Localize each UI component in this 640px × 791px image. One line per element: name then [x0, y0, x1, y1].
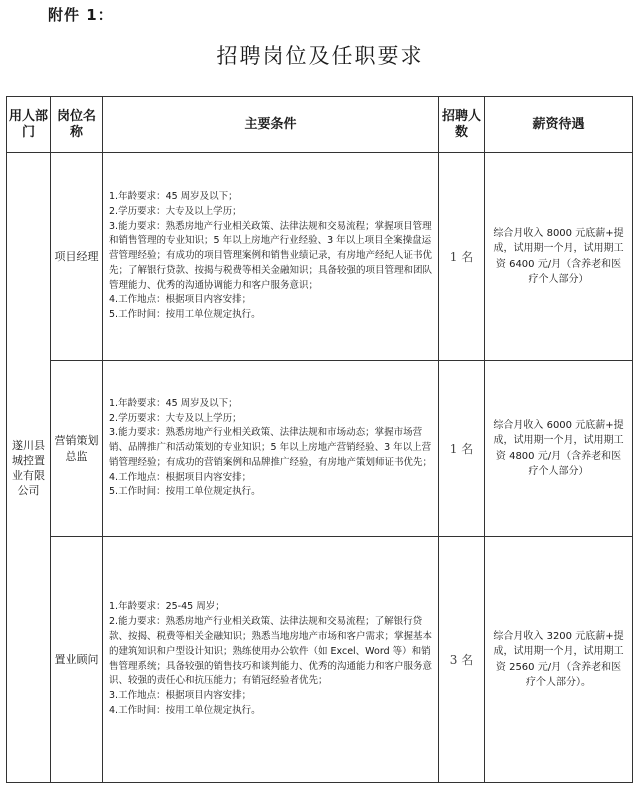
header-dept: 用人部门 — [7, 97, 51, 153]
table-row — [7, 361, 633, 537]
header-post: 岗位名称 — [51, 97, 103, 153]
requirement-line: 1.年龄要求：45 周岁及以下； — [109, 190, 238, 202]
count-cell: 3 名 — [439, 537, 485, 783]
header-requirements: 主要条件 — [103, 97, 439, 153]
salary-cell: 综合月收入 8000 元底薪+提成，试用期一个月，试用期工资 6400 元/月（含养老和医疗个人部分） — [485, 153, 633, 361]
salary-cell: 综合月收入 6000 元底薪+提成，试用期一个月，试用期工资 4800 元/月（含养老和医疗个人部分） — [485, 361, 633, 537]
requirements-cell — [103, 361, 439, 537]
requirement-line: 4.工作时间：按用工单位规定执行。 — [109, 704, 261, 716]
requirement-line: 1.年龄要求：25-45 周岁； — [109, 601, 225, 613]
post-cell: 项目经理 — [51, 153, 103, 361]
table-header-row — [7, 97, 633, 153]
header-count: 招聘人数 — [439, 97, 485, 153]
header-salary: 薪资待遇 — [485, 97, 633, 153]
salary-cell: 综合月收入 3200 元底薪+提成，试用期一个月，试用期工资 2560 元/月（含养老和医疗个人部分）。 — [485, 537, 633, 783]
attachment-label: 附件 1： — [48, 6, 114, 24]
count-cell: 1 名 — [439, 153, 485, 361]
recruitment-table — [6, 96, 633, 783]
requirement-line: 2.能力要求：熟悉房地产行业相关政策、法律法规和交易流程；了解银行贷款、按揭、税费等相关金融知识；熟悉当地房地产市场和客户需求；掌握基本的建筑知识和户型设计知识；熟练使用办公软件（如 Excel、Word 等）和销售管理系统；具备较强的销售技巧和谈判能力、优秀的沟通能力和客户服务意识、较强的责任心和抗压能力；有销冠经验者优先； — [109, 616, 433, 687]
requirement-line: 1.年龄要求：45 周岁及以下； — [109, 397, 238, 409]
department-cell: 遂川县城控置业有限公司 — [7, 153, 51, 783]
table-row — [7, 153, 633, 361]
requirement-line: 4.工作地点：根据项目内容安排； — [109, 294, 252, 306]
requirement-line: 5.工作时间：按用工单位规定执行。 — [109, 309, 261, 321]
requirement-line: 2.学历要求：大专及以上学历； — [109, 205, 242, 217]
requirements-cell — [103, 537, 439, 783]
requirement-line: 3.工作地点：根据项目内容安排； — [109, 690, 252, 702]
requirement-line: 4.工作地点：根据项目内容安排； — [109, 471, 252, 483]
requirement-line: 2.学历要求：大专及以上学历； — [109, 412, 242, 424]
document-title: 招聘岗位及任职要求 — [216, 44, 424, 68]
requirement-line: 3.能力要求：熟悉房地产行业相关政策、法律法规和市场动态；掌握市场营销、品牌推广和活动策划的专业知识；5 年以上房地产营销经验、3 年以上营销管理经验；有成功的营销案例和品牌推广经验，有房地产策划师证书优先； — [109, 427, 433, 468]
requirements-cell — [103, 153, 439, 361]
count-cell: 1 名 — [439, 361, 485, 537]
requirement-line: 3.能力要求：熟悉房地产行业相关政策、法律法规和交易流程；掌握项目管理和销售管理的专业知识；5 年以上房地产行业经验、3 年以上项目全案操盘运营管理经验；有成功的项目管理案例和销售业绩记录，有房地产经纪人证书优先；了解银行贷款、按揭与税费等相关金融知识；具备较强的项目管理和团队管理能力、优秀的沟通协调能力和客户服务意识； — [109, 220, 433, 291]
requirement-line: 5.工作时间：按用工单位规定执行。 — [109, 486, 261, 498]
post-cell: 营销策划总监 — [51, 361, 103, 537]
table-row — [7, 537, 633, 783]
post-cell: 置业顾问 — [51, 537, 103, 783]
